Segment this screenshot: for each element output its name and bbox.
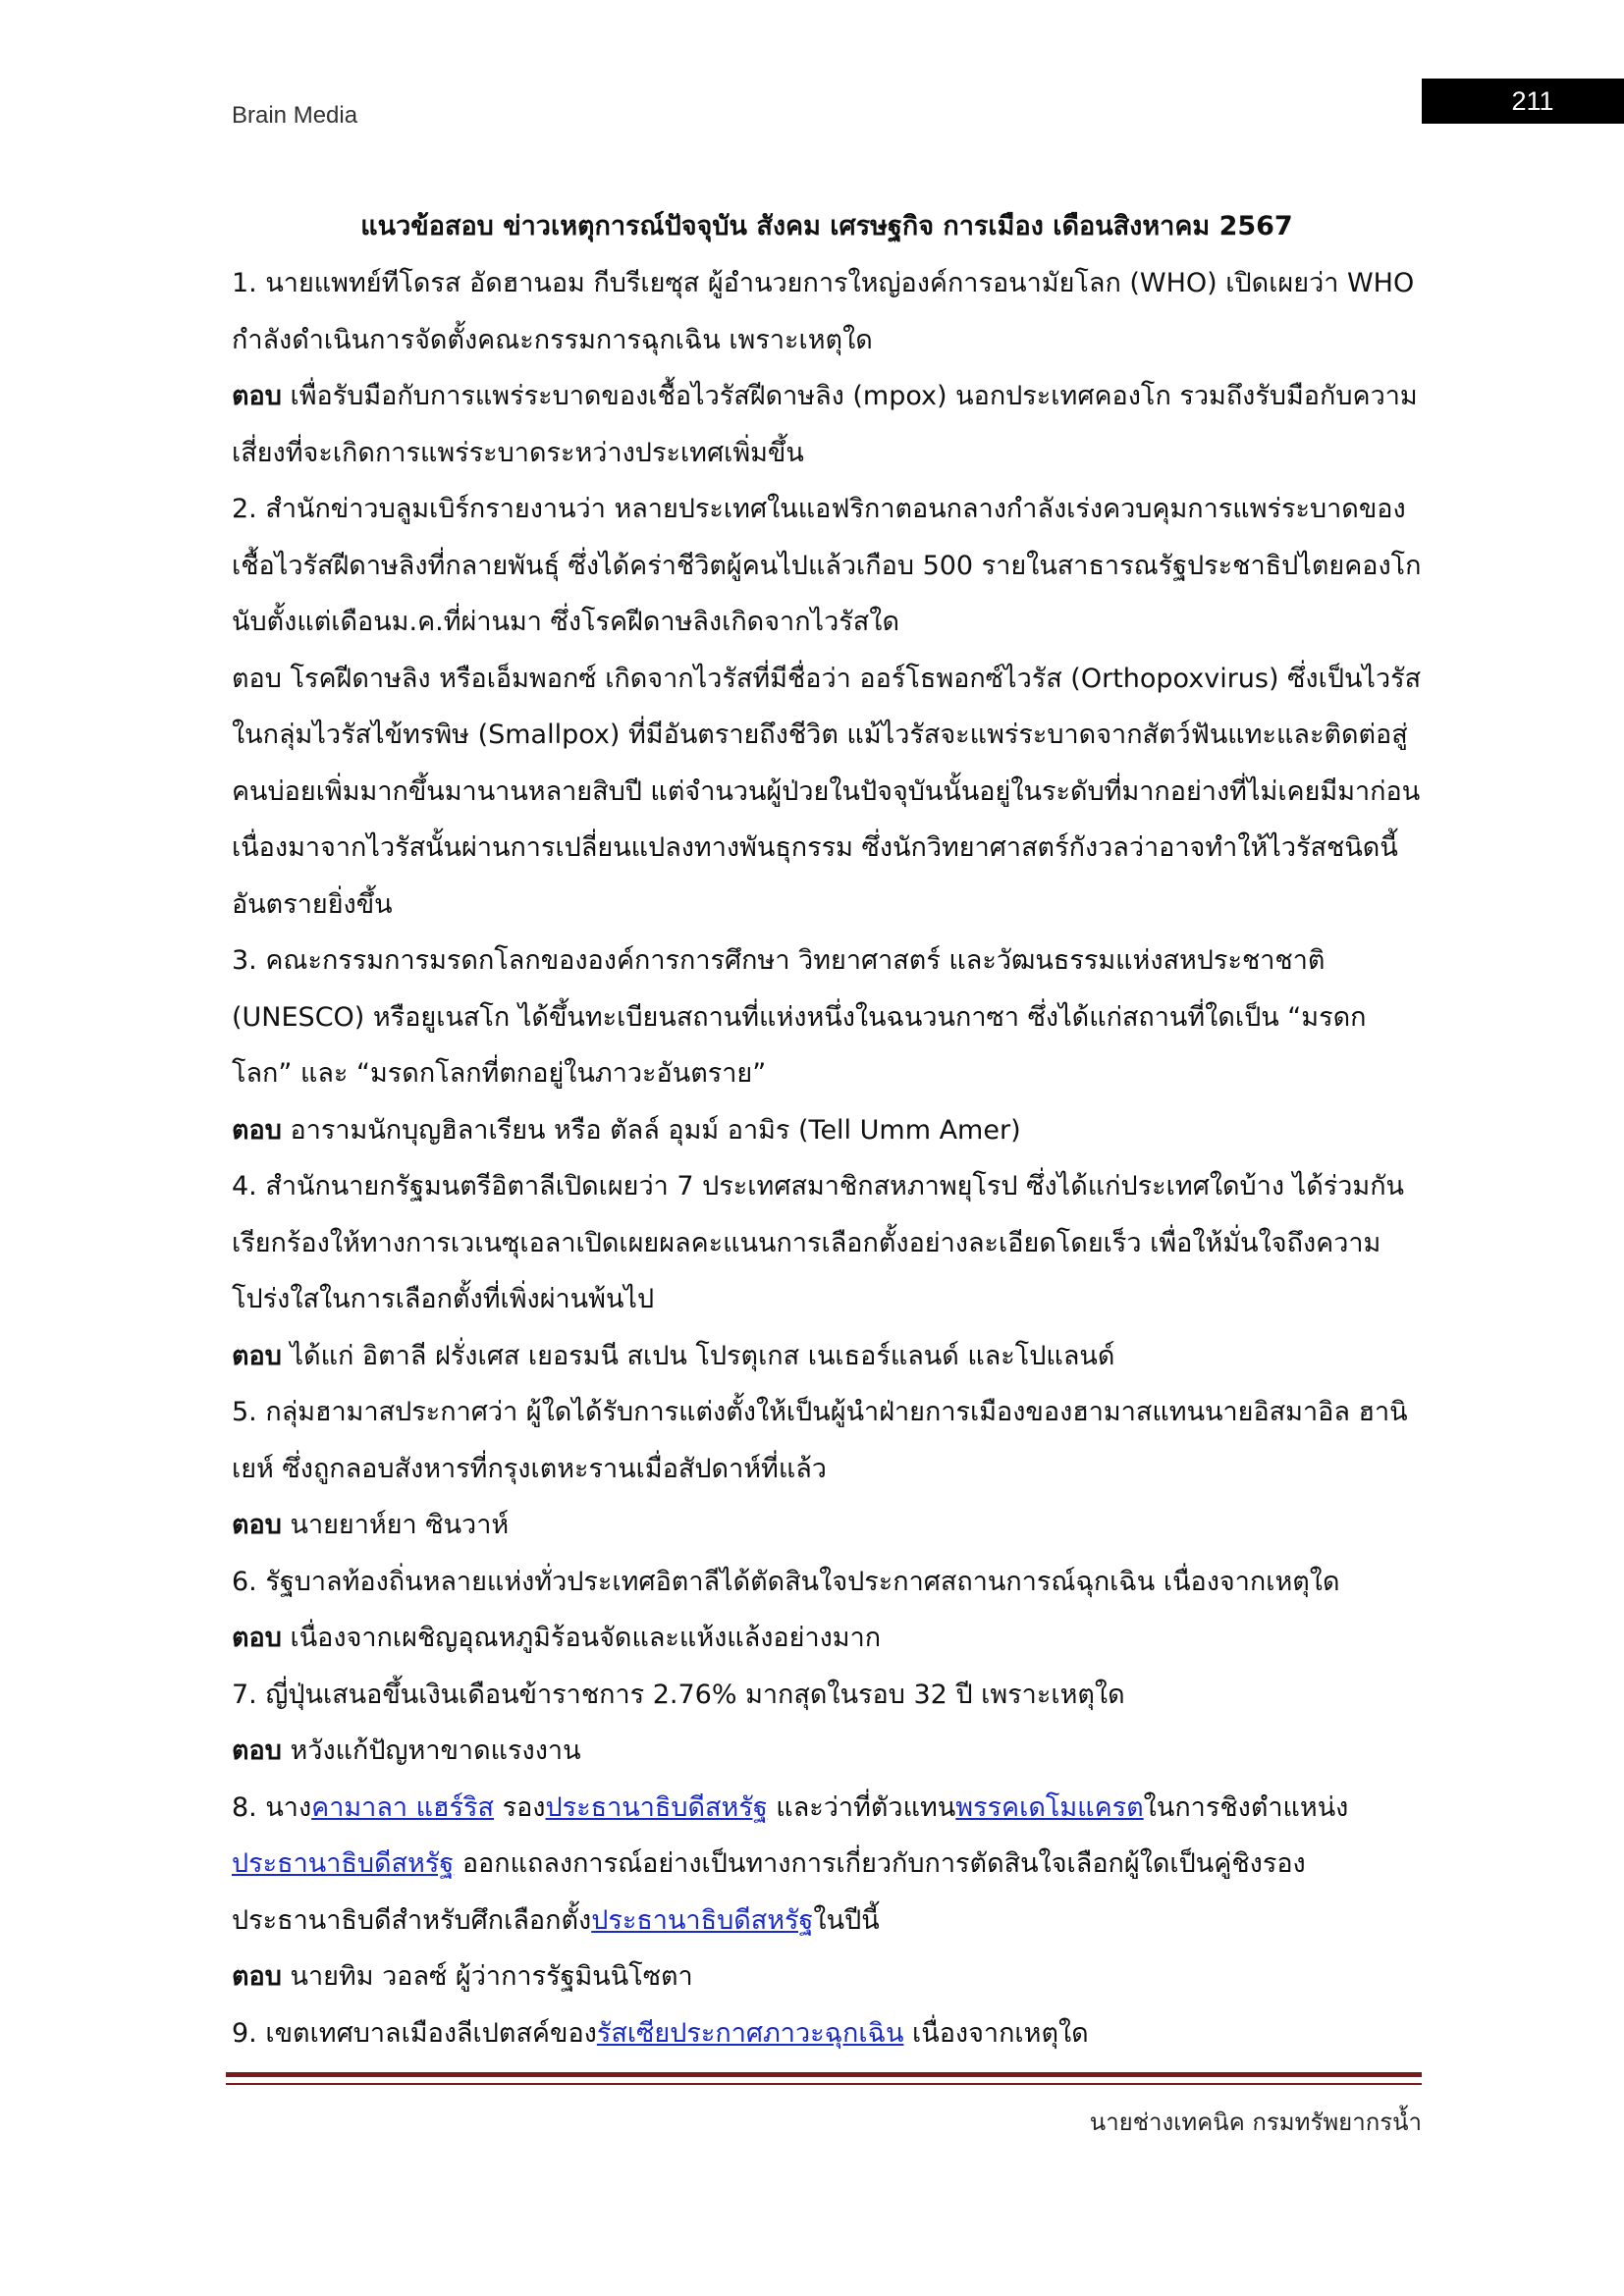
document-body xyxy=(232,202,1422,2061)
question-2: 2. สำนักข่าวบลูมเบิร์กรายงานว่า หลายประเทศในแอฟริกาตอนกลางกำลังเร่งควบคุมการแพร่ระบาดของเชื้อไวรัสฝีดาษลิงที่กลายพันธุ์ ซึ่งได้คร่าชีวิตผู้คนไปแล้วเกือบ 500 รายในสาธารณรัฐประชาธิปไตยคองโกนับตั้งแต่เดือนม.ค.ที่ผ่านมา ซึ่งโรคฝีดาษลิงเกิดจากไวรัสใด xyxy=(232,494,1422,637)
page-number: 211 xyxy=(1422,79,1624,124)
answer-text: หวังแก้ปัญหาขาดแรงงาน xyxy=(290,1735,581,1766)
answer-4 xyxy=(232,1328,1422,1385)
answer-label: ตอบ xyxy=(232,1961,282,1992)
question-text: 9. เขตเทศบาลเมืองลีเปตสค์ของ xyxy=(232,2017,597,2049)
question-text: เนื่องจากเหตุใด xyxy=(903,2017,1089,2049)
footer-rule-thin xyxy=(226,2083,1422,2085)
link-us-president[interactable]: ประธานาธิบดีสหรัฐ xyxy=(591,1904,814,1936)
footer-rule xyxy=(226,2072,1422,2077)
question-1: 1. นายแพทย์ทีโดรส อัดฮานอม กีบรีเยซุส ผู้อำนวยการใหญ่องค์การอนามัยโลก (WHO) เปิดเผยว่า WHO กำลังดำเนินการจัดตั้งคณะกรรมการฉุกเฉิน เพราะเหตุใด xyxy=(232,268,1415,355)
answer-text: เนื่องจากเผชิญอุณหภูมิร้อนจัดและแห้งแล้งอย่างมาก xyxy=(290,1623,882,1653)
answer-3 xyxy=(232,1102,1422,1159)
question-text: ออกแถลงการณ์อย่างเป็นทางการเกี่ยวกับการตัดสินใจเลือกผู้ใดเป็นคู่ชิงรองประธานาธิบดีสำหรับศึกเลือกตั้ง xyxy=(232,1848,1306,1936)
link-kamala-harris[interactable]: คามาลา แฮร์ริส xyxy=(311,1791,494,1823)
question-3: 3. คณะกรรมการมรดกโลกขององค์การการศึกษา วิทยาศาสตร์ และวัฒนธรรมแห่งสหประชาชาติ (UNESCO) หรือยูเนสโก ได้ขึ้นทะเบียนสถานที่แห่งหนึ่งในฉนวนกาซา ซึ่งได้แก่สถานที่ใดเป็น “มรดกโลก” และ “มรดกโลกที่ตกอยู่ในภาวะอันตราย” xyxy=(232,945,1367,1089)
question-text: ในการชิงตำแหน่ง xyxy=(1143,1791,1349,1823)
answer-label: ตอบ xyxy=(232,1114,282,1146)
link-us-president[interactable]: ประธานาธิบดีสหรัฐ xyxy=(232,1848,455,1879)
question-7: 7. ญี่ปุ่นเสนอขึ้นเงินเดือนข้าราชการ 2.76% มากสุดในรอบ 32 ปี เพราะเหตุใด xyxy=(232,1679,1125,1710)
answer-5 xyxy=(232,1497,1422,1554)
answer-6 xyxy=(232,1610,1422,1667)
answer-label: ตอบ xyxy=(232,1510,282,1540)
question-text: และว่าที่ตัวแทน xyxy=(767,1791,956,1823)
answer-text: ได้แก่ อิตาลี ฝรั่งเศส เยอรมนี สเปน โปรตุเกส เนเธอร์แลนด์ และโปแลนด์ xyxy=(290,1340,1115,1371)
answer-label: ตอบ xyxy=(232,1623,282,1653)
page-title: แนวข้อสอบ ข่าวเหตุการณ์ปัจจุบัน สังคม เศรษฐกิจ การเมือง เดือนสิงหาคม 2567 xyxy=(360,211,1293,241)
answer-8 xyxy=(232,1949,1422,2005)
answer-text: นายยาห์ยา ซินวาห์ xyxy=(290,1510,510,1540)
answer-text: โรคฝีดาษลิง หรือเอ็มพอกซ์ เกิดจากไวรัสที่มีชื่อว่า ออร์โธพอกซ์ไวรัส (Orthopoxvirus) ซึ่งเป็นไวรัสในกลุ่มไวรัสไข้ทรพิษ (Smallpox) ที่มีอันตรายถึงชีวิต แม้ไวรัสจะแพร่ระบาดจากสัตว์ฟันแทะและติดต่อสู่คนบ่อยเพิ่มมากขึ้นมานานหลายสิบปี แต่จำนวนผู้ป่วยในปัจจุบันนั้นอยู่ในระดับที่มากอย่างที่ไม่เคยมีมาก่อน เนื่องมาจากไวรัสนั้นผ่านการเปลี่ยนแปลงทางพันธุกรรม ซึ่งนักวิทยาศาสตร์กังวลว่าอาจทำให้ไวรัสชนิดนี้อันตรายยิ่งขึ้น xyxy=(232,663,1422,920)
brand-name: Brain Media xyxy=(232,102,358,129)
question-9 xyxy=(232,2005,1422,2062)
link-russia-emergency[interactable]: รัสเซียประกาศภาวะฉุกเฉิน xyxy=(596,2017,904,2049)
question-8 xyxy=(232,1780,1422,1949)
question-4: 4. สำนักนายกรัฐมนตรีอิตาลีเปิดเผยว่า 7 ประเทศสมาชิกสหภาพยุโรป ซึ่งได้แก่ประเทศใดบ้าง ได้ร่วมกันเรียกร้องให้ทางการเวเนซุเอลาเปิดเผยผลคะแนนการเลือกตั้งอย่างละเอียดโดยเร็ว เพื่อให้มั่นใจถึงความโปร่งใสในการเลือกตั้งที่เพิ่งผ่านพ้นไป xyxy=(232,1171,1404,1314)
question-5: 5. กลุ่มฮามาสประกาศว่า ผู้ใดได้รับการแต่งตั้งให้เป็นผู้นำฝ่ายการเมืองของฮามาสแทนนายอิสมาอิล ฮานิเยห์ ซึ่งถูกลอบสังหารที่กรุงเตหะรานเมื่อสัปดาห์ที่แล้ว xyxy=(232,1397,1408,1484)
question-text: ในปีนี้ xyxy=(813,1904,880,1936)
answer-label: ตอบ xyxy=(232,1340,282,1371)
answer-7 xyxy=(232,1723,1422,1780)
link-us-president[interactable]: ประธานาธิบดีสหรัฐ xyxy=(545,1791,768,1823)
answer-label: ตอบ xyxy=(232,663,282,694)
answer-2 xyxy=(232,651,1422,934)
link-democratic-party[interactable]: พรรคเดโมแครต xyxy=(955,1791,1144,1823)
answer-1 xyxy=(232,368,1422,481)
footer-text: นายช่างเทคนิค กรมทรัพยากรน้ำ xyxy=(1089,2109,1422,2136)
question-text: รอง xyxy=(494,1791,546,1823)
question-text: 8. นาง xyxy=(232,1791,312,1823)
question-6: 6. รัฐบาลท้องถิ่นหลายแห่งทั่วประเทศอิตาลีได้ตัดสินใจประกาศสถานการณ์ฉุกเฉิน เนื่องจากเหตุใด xyxy=(232,1566,1340,1597)
answer-text: นายทิม วอลซ์ ผู้ว่าการรัฐมินนิโซตา xyxy=(290,1961,693,1992)
answer-text: อารามนักบุญฮิลาเรียน หรือ ตัลล์ อุมม์ อามิร (Tell Umm Amer) xyxy=(290,1114,1021,1146)
answer-label: ตอบ xyxy=(232,381,282,411)
answer-label: ตอบ xyxy=(232,1735,282,1766)
answer-text: เพื่อรับมือกับการแพร่ระบาดของเชื้อไวรัสฝีดาษลิง (mpox) นอกประเทศคองโก รวมถึงรับมือกับความเสี่ยงที่จะเกิดการแพร่ระบาดระหว่างประเทศเพิ่มขึ้น xyxy=(232,381,1418,468)
